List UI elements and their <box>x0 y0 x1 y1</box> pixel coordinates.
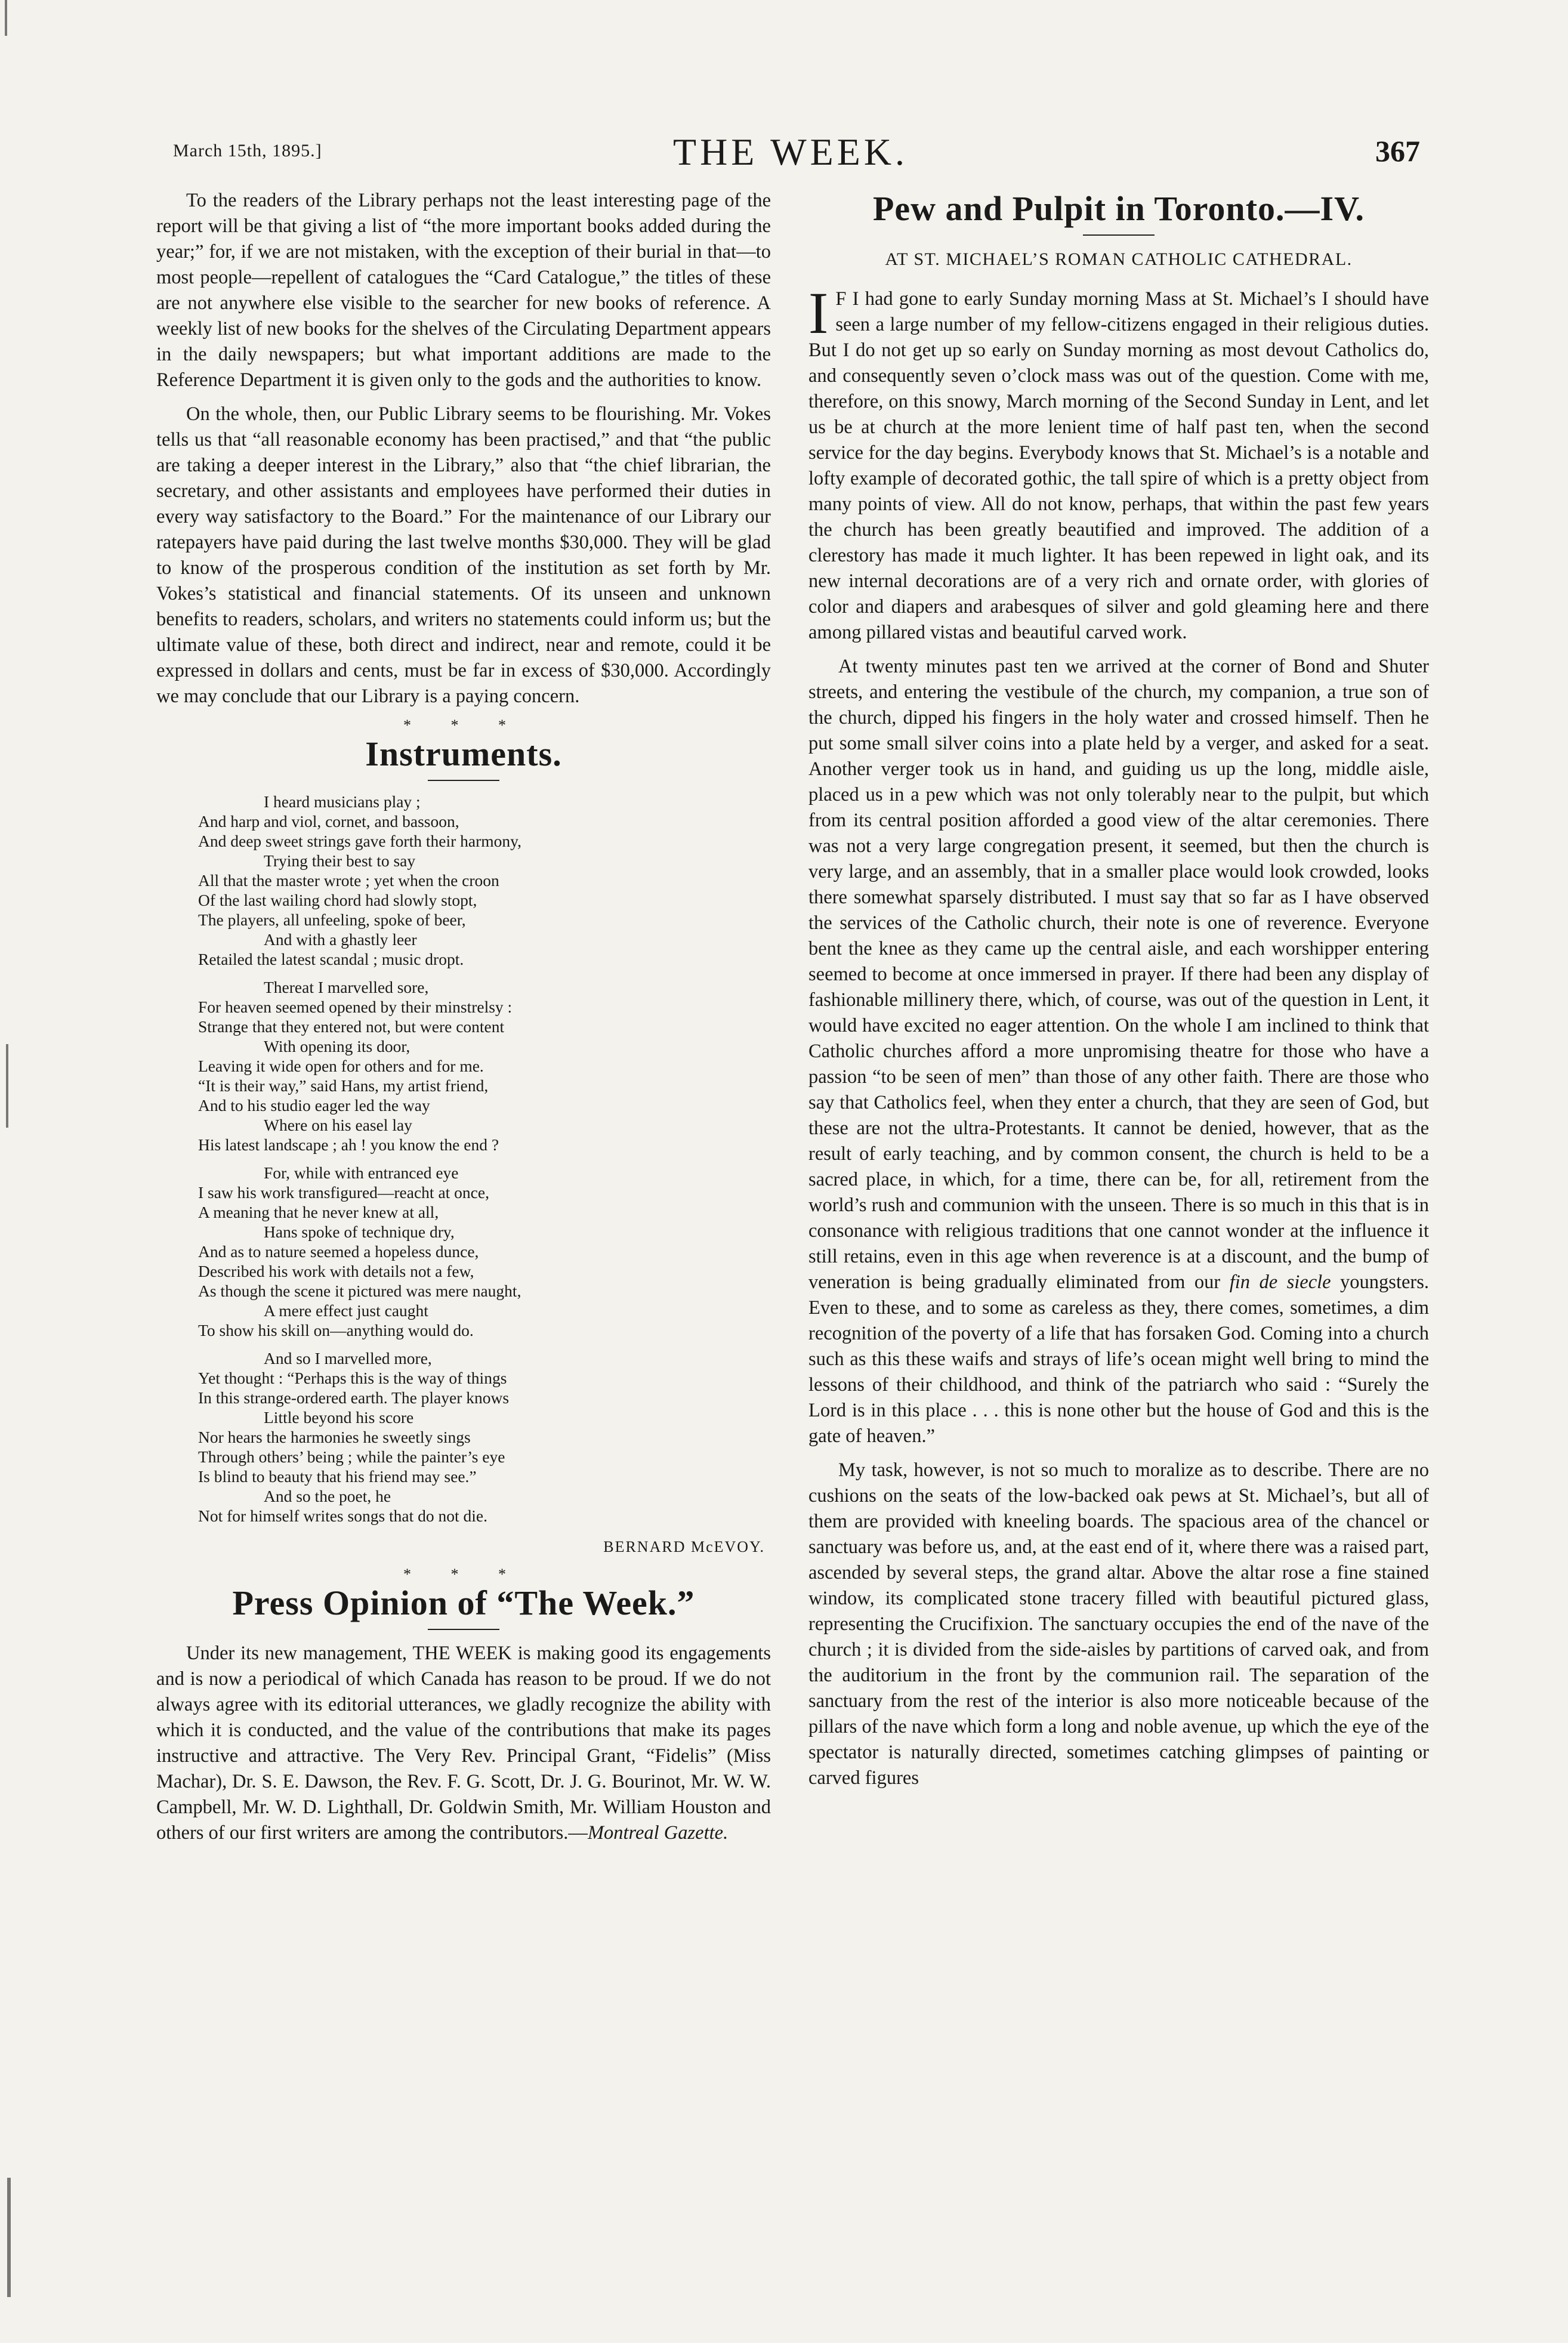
section-separator: * * * <box>403 717 524 734</box>
poem-line: I heard musicians play ; <box>264 792 421 811</box>
poem-line: Of the last wailing chord had slowly stopt, <box>198 891 477 909</box>
poem-title: Instruments. <box>365 734 562 773</box>
poem-line: Trying their best to say <box>264 851 416 870</box>
drop-cap: I <box>808 280 829 346</box>
poem-line: I saw his work transfigured—reacht at once, <box>198 1183 489 1202</box>
poem-line: And so I marvelled more, <box>264 1349 432 1367</box>
poem-line: For, while with entranced eye <box>264 1163 459 1182</box>
poem-stanza <box>198 1163 771 1340</box>
title-rule <box>428 780 499 781</box>
article-paragraph-text: youngsters. Even to these, and to some as careless as they, there comes, sometimes, a dim recognition of the poverty of a life that has forsaken God. Coming into a church such as this these waifs and strays of life’s ocean might well bring to mind the lessons of their childhood, and think of the patriarch who said : “Surely the Lord is in this place . . . this is none other but the house of God and this is the gate of heaven.” <box>808 1271 1430 1447</box>
poem-author: BERNARD McEVOY. <box>603 1538 765 1555</box>
poem-line: Hans spoke of technique dry, <box>264 1223 455 1241</box>
poem-body <box>198 792 771 1526</box>
binding-edge-mark <box>6 1044 8 1128</box>
poem-line: The players, all unfeeling, spoke of beer, <box>198 910 466 929</box>
right-column <box>808 188 1429 1799</box>
poem-line: A meaning that he never knew at all, <box>198 1203 439 1221</box>
poem-line: With opening its door, <box>264 1037 410 1055</box>
italic-phrase: fin de siecle <box>1229 1271 1331 1293</box>
page-number: 367 <box>1375 134 1420 168</box>
press-opinion-title: Press Opinion of “The Week.” <box>232 1583 695 1622</box>
poem-line: And harp and viol, cornet, and bassoon, <box>198 812 459 831</box>
poem-line: As though the scene it pictured was mere naught, <box>198 1282 521 1300</box>
library-paragraph: On the whole, then, our Public Library seems to be flourishing. Mr. Vokes tells us that “all reasonable economy has been practised,” and that “the public are taking a deeper interest in the Library,” also that “the chief librarian, the secretary, and other assistants and employees have performed their duties in every way satisfactory to the Board.” For the maintenance of our Library our ratepayers have paid during the last twelve months $30,000. They will be glad to know of the prosperous condition of the institution as set forth by Mr. Vokes’s statistical and financial statements. Of its unseen and unknown benefits to readers, scholars, and writers no statements could inform us; but the ultimate value of these, both direct and indirect, near and remote, could it be expressed in dollars and cents, must be far in excess of $30,000. Accordingly we may conclude that our Library is a paying concern. <box>156 403 771 707</box>
title-rule <box>1083 234 1155 236</box>
press-opinion-source: Montreal Gazette. <box>587 1822 729 1844</box>
press-opinion-text: Under its new management, THE WEEK is making good its engagements and is now a periodical of which Canada has reason to be proud. If we do not always agree with its editorial utterances, we gladly recognize the ability with which it is conducted, and the value of the contributions that make its pages instructive and attractive. The Very Rev. Principal Grant, “Fidelis” (Miss Machar), Dr. S. E. Dawson, the Rev. F. G. Scott, Dr. J. G. Bourinot, Mr. W. W. Campbell, Mr. W. D. Lighthall, Dr. Goldwin Smith, Mr. William Houston and others of our first writers are among the contributors.— <box>156 1643 771 1844</box>
article-paragraph <box>808 280 1429 646</box>
title-rule <box>428 1629 499 1630</box>
poem-line: All that the master wrote ; yet when the croon <box>198 871 499 890</box>
poem-line: Nor hears the harmonies he sweetly sings <box>198 1428 471 1446</box>
poem-line: And with a ghastly leer <box>264 930 417 949</box>
poem-line: His latest landscape ; ah ! you know the end ? <box>198 1135 499 1154</box>
poem-line: Described his work with details not a few, <box>198 1262 474 1280</box>
poem-line: And as to nature seemed a hopeless dunce, <box>198 1242 479 1261</box>
article-subtitle: AT ST. MICHAEL’S ROMAN CATHOLIC CATHEDRAL. <box>885 249 1353 269</box>
article-paragraph <box>808 654 1429 1449</box>
binding-edge-mark <box>7 2178 11 2297</box>
library-paragraph: To the readers of the Library perhaps not the least interesting page of the report will be that giving a list of “the more important books added during the year;” for, if we are not mistaken, with the exception of their burial in that—to most people—repellent of catalogues the “Card Catalogue,” the titles of these are not anywhere else visible to the searcher for new books of reference. A weekly list of new books for the shelves of the Circulating Department appears in the daily newspapers; but what important additions are made to the Reference Department it is given only to the gods and the authorities to know. <box>156 190 771 391</box>
section-separator: * * * <box>403 1566 524 1583</box>
poem-line: Not for himself writes songs that do not die. <box>198 1507 488 1525</box>
article-paragraph: My task, however, is not so much to moralize as to describe. There are no cushions on the seats of the low-backed oak pews at St. Michael’s, but all of them are provided with kneeling boards. The spacious area of the chancel or sanctuary was before us, and, at the east end of it, where there was a raised part, ascended by several steps, the grand altar. Above the altar rose a fine stained window, its complicated stone tracery filled with beautiful pictured glass, representing the Crucifixion. The sanctuary occupies the end of the nave of the church ; it is divided from the side-aisles by partitions of carved oak, and from the auditorium in the front by the communion rail. The separation of the sanctuary from the rest of the interior is also more noticeable because of the pillars of the nave which form a long and noble avenue, up which the eye of the spectator is naturally directed, sometimes catching glimpses of painting or carved figures <box>808 1459 1429 1789</box>
poem-line: And to his studio eager led the way <box>198 1096 430 1115</box>
poem-line: In this strange-ordered earth. The player knows <box>198 1388 510 1407</box>
press-opinion-body <box>156 1641 771 1846</box>
poem-line: For heaven seemed opened by their minstrelsy : <box>198 998 513 1016</box>
poem-stanza <box>198 977 771 1154</box>
poem-stanza <box>198 792 771 969</box>
article-paragraph-text: At twenty minutes past ten we arrived at the corner of Bond and Shuter streets, and entering the vestibule of the church, my companion, a true son of the church, dipped his fingers in the holy water and crossed himself. Then he put some small silver coins into a plate held by a verger, and asked for a seat. Another verger took us in hand, and guiding us up the long, middle aisle, placed us in a pew which was not only tolerably near to the pulpit, but which from its central position afforded a good view of the altar ceremonies. There was not a very large congregation present, it seemed, but then the church is very large, and an assembly, that in a smaller place would look crowded, looks there somewhat sparsely distributed. I must say that so far as I have observed the services of the Catholic church, their note is one of reverence. Everyone bent the knee as they came up the central aisle, and each worshipper entering seemed to become at once immersed in prayer. If there had been any display of fashionable millinery there, which, of course, was out of the question in Lent, it would have excited no eager attention. On the whole I am inclined to think that Catholic churches afford a more unpromising theatre for those who have a passion “to be seen of men” than those of any other faith. There are those who say that Catholics feel, when they enter a church, that they are seen of God, but these are not the ultra-Protestants. It cannot be denied, however, that as the result of early teaching, and by common consent, the church is held to be a sacred place, in which, for a time, there can be, for all, retirement from the world’s rush and communion with the unseen. There is so much in this that is in consonance with religious traditions that one cannot wonder at the influence it still retains, even in this age when reverence is at a discount, and the bump of veneration is being gradually eliminated from our <box>808 656 1429 1293</box>
poem-line: To show his skill on—anything would do. <box>198 1321 474 1339</box>
poem-line: A mere effect just caught <box>264 1301 428 1320</box>
article-paragraph-text: F I had gone to early Sunday morning Mass at St. Michael’s I should have seen a large number of my fellow-citizens engaged in their religious duties. But I do not get up so early on Sunday morning as most devout Catholics do, and consequently seven o’clock mass was out of the question. Come with me, therefore, on this snowy, March morning of the Second Sunday in Lent, and let us be at church at the more lenient time of half past ten, when the second service for the day begins. Everybody knows that St. Michael’s is a notable and lofty example of decorated gothic, the tall spire of which is a pretty object from many points of view. All do not know, perhaps, that within the past few years the church has been greatly beautified and improved. The addition of a clerestory has made it much lighter. It has been repewed in light oak, and its new internal decorations are of a very rich and ornate order, with glories of color and diapers and arabesques of silver and gold gleaming here and there among pillared vistas and beautiful carved work. <box>808 288 1429 643</box>
poem-line: Where on his easel lay <box>264 1116 412 1134</box>
poem-line: And deep sweet strings gave forth their harmony, <box>198 832 521 850</box>
article-title: Pew and Pulpit in Toronto.—IV. <box>873 189 1365 228</box>
poem-line: And so the poet, he <box>264 1487 391 1505</box>
poem-line: Strange that they entered not, but were content <box>198 1017 505 1036</box>
poem-line: “It is their way,” said Hans, my artist friend, <box>198 1076 489 1095</box>
poem-line: Yet thought : “Perhaps this is the way of things <box>198 1369 507 1387</box>
issue-date: March 15th, 1895.] <box>173 141 322 160</box>
poem-line: Leaving it wide open for others and for me. <box>198 1057 484 1075</box>
binding-edge-mark <box>5 0 7 36</box>
left-column <box>156 188 771 1854</box>
masthead-title: THE WEEK. <box>672 131 909 173</box>
page-header <box>161 130 1420 178</box>
poem-stanza <box>198 1348 771 1526</box>
poem-line: Is blind to beauty that his friend may see.” <box>198 1467 477 1486</box>
poem-line: Little beyond his score <box>264 1408 414 1427</box>
poem-line: Through others’ being ; while the painter’s eye <box>198 1447 505 1466</box>
poem-line: Thereat I marvelled sore, <box>264 978 429 996</box>
poem-line: Retailed the latest scandal ; music dropt. <box>198 950 464 968</box>
